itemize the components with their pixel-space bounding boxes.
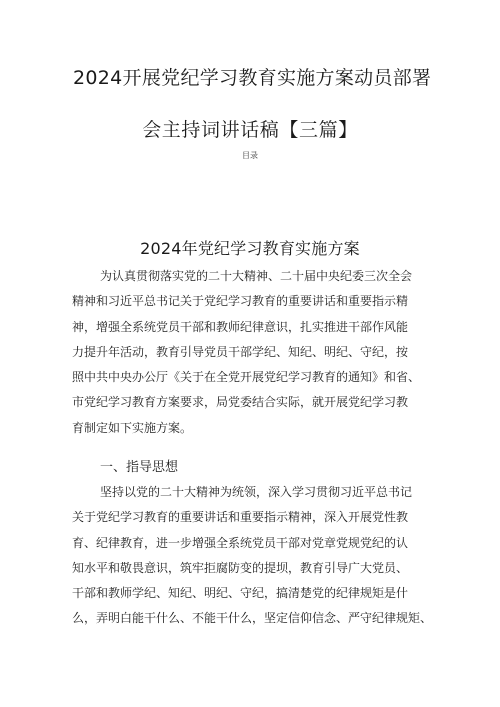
heading-guiding-ideology: 一、指导思想 (100, 460, 179, 475)
paragraph-line: 照中共中央办公厅《关于在全党开展党纪学习教育的通知》和省、 (72, 370, 421, 385)
paragraph-2 (72, 480, 432, 632)
table-of-contents-label[interactable]: 目录 (242, 151, 258, 160)
paragraph-line: 神，增强全系统党员干部和教师纪律意识，扎实推进干部作风能 (72, 319, 409, 334)
paragraph-line: 育、纪律教育，进一步增强全系统党员干部对党章党规党纪的认 (72, 535, 409, 550)
paragraph-1 (72, 264, 420, 441)
paragraph-line: 为认真贯彻落实党的二十大精神、二十届中央纪委三次全会 (100, 269, 413, 283)
paragraph-line: 么，弄明白能干什么、不能干什么，坚定信仰信念、严守纪律规矩、 (72, 611, 433, 626)
paragraph-line: 市党纪学习教育方案要求，局党委结合实际，就开展党纪学习教 (72, 395, 409, 410)
paragraph-line: 坚持以党的二十大精神为统领，深入学习贯彻习近平总书记 (100, 485, 413, 499)
document-title-line-1: 2024开展党纪学习教育实施方案动员部署 (73, 67, 432, 89)
paragraph-line: 知水平和敬畏意识，筑牢拒腐防变的提坝，教育引导广大党员、 (72, 560, 409, 575)
paragraph-line: 育制定如下实施方案。 (72, 420, 193, 435)
document-title-line-2: 会主持词讲话稿【三篇】 (142, 119, 358, 141)
section-title: 2024年党纪学习教育实施方案 (140, 239, 360, 258)
paragraph-line: 关于党纪学习教育的重要讲话和重要指示精神，深入开展党性教 (72, 510, 409, 525)
paragraph-line: 干部和教师学纪、知纪、明纪、守纪，搞清楚党的纪律规矩是什 (72, 586, 409, 601)
paragraph-line: 力提升年活动，教育引导党员干部学纪、知纪、明纪、守纪，按 (72, 344, 409, 359)
paragraph-line: 精神和习近平总书记关于党纪学习教育的重要讲话和重要指示精 (72, 294, 409, 309)
